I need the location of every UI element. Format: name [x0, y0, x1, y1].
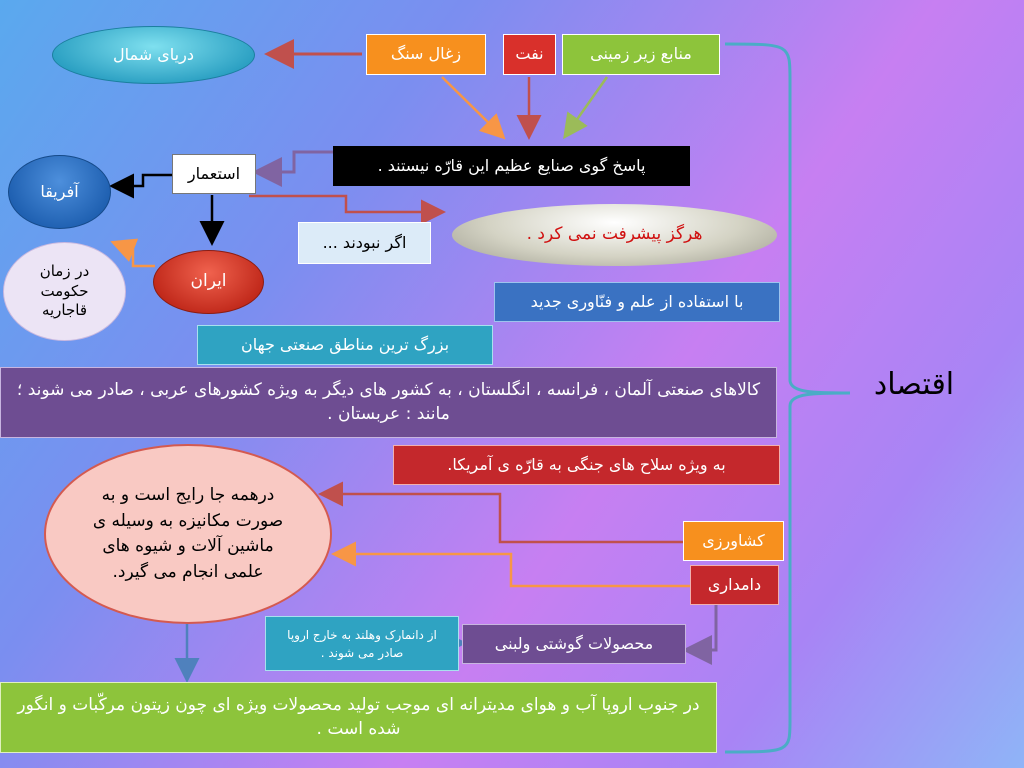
dairy-box [462, 624, 686, 664]
denmark-box [265, 616, 459, 671]
science-tech-label: با استفاده از علم و فنّاوری جدید [530, 291, 744, 311]
qajar-label: در زمان حکومت قاجاریه [39, 262, 90, 320]
agriculture-label: کشاورزی [702, 530, 765, 550]
industry-need-label: پاسخ گوی صنایع عظیم این قارّه نیستند . [377, 155, 646, 175]
arrow-colonialism-africa [114, 175, 172, 186]
livestock-box [690, 565, 779, 605]
north-sea-oval [52, 26, 255, 84]
agriculture-box [683, 521, 784, 561]
dairy-label: محصولات گوشتی ولبنی [494, 633, 654, 653]
africa-oval [8, 155, 111, 229]
arrow-industry-colonialism [258, 152, 333, 172]
exports-box [0, 367, 777, 438]
arrow-agriculture-mechanized [323, 494, 683, 542]
coal-box [366, 34, 486, 75]
mediterranean-box [0, 682, 717, 753]
coal-label: زغال سنگ [390, 44, 462, 64]
arrow-livestock-mechanized [336, 554, 690, 586]
oil-label: نفت [515, 44, 544, 64]
underground-box [562, 34, 720, 75]
africa-label: آفریقا [40, 181, 79, 201]
arrow-iran-qajar [115, 243, 155, 266]
never-progress-oval [452, 204, 777, 266]
iran-oval [153, 250, 264, 314]
mediterranean-label: در جنوب اروپا آب و هوای مدیترانه ای موجب تولید محصولات ویژه ای چون زیتون مرکّبات و انگور شده است . [17, 694, 700, 739]
industry-need-box [333, 146, 690, 186]
weapons-box [393, 445, 780, 485]
qajar-oval [3, 242, 126, 341]
arrow-coal-industry [442, 77, 502, 136]
denmark-label: از دانمارک وهلند به خارج اروپا صادر می شوند . [287, 627, 437, 660]
north-sea-label: دریای شمال [113, 44, 194, 64]
livestock-label: دامداری [707, 574, 762, 594]
weapons-label: به ویژه سلاح های جنگی به قارّه ی آمریکا. [447, 454, 726, 474]
if-not-box [298, 222, 431, 264]
science-tech-box [494, 282, 780, 322]
largest-regions-label: بزرگ ترین مناطق صنعتی جهان [240, 334, 450, 354]
iran-label: ایران [190, 271, 227, 292]
arrow-livestock-dairy [688, 605, 716, 650]
largest-regions-box [197, 325, 493, 365]
colonialism-label: استعمار [187, 163, 241, 183]
mechanized-label: درهمه جا رایج است و به صورت مکانیزه به وسیله ی ماشین آلات و شیوه های علمی انجام می گیرد. [92, 485, 284, 582]
arrow-colonialism-progress [249, 196, 441, 212]
exports-label: کالاهای صنعتی آلمان ، فرانسه ، انگلستان ، به کشور های دیگر به ویژه کشورهای عربی ، صادر می شوند ؛ مانند : عربستان . [16, 379, 761, 424]
economy-label: اقتصاد [873, 367, 955, 402]
never-progress-label: هرگز پیشرفت نمی کرد . [526, 224, 703, 245]
colonialism-box [172, 154, 256, 194]
arrow-underground-industry [566, 77, 607, 135]
mechanized-oval [44, 444, 332, 624]
underground-label: منابع زیر زمینی [590, 44, 692, 64]
economy-title [858, 360, 970, 410]
if-not-label: اگر نبودند ... [322, 232, 407, 252]
oil-box [503, 34, 556, 75]
